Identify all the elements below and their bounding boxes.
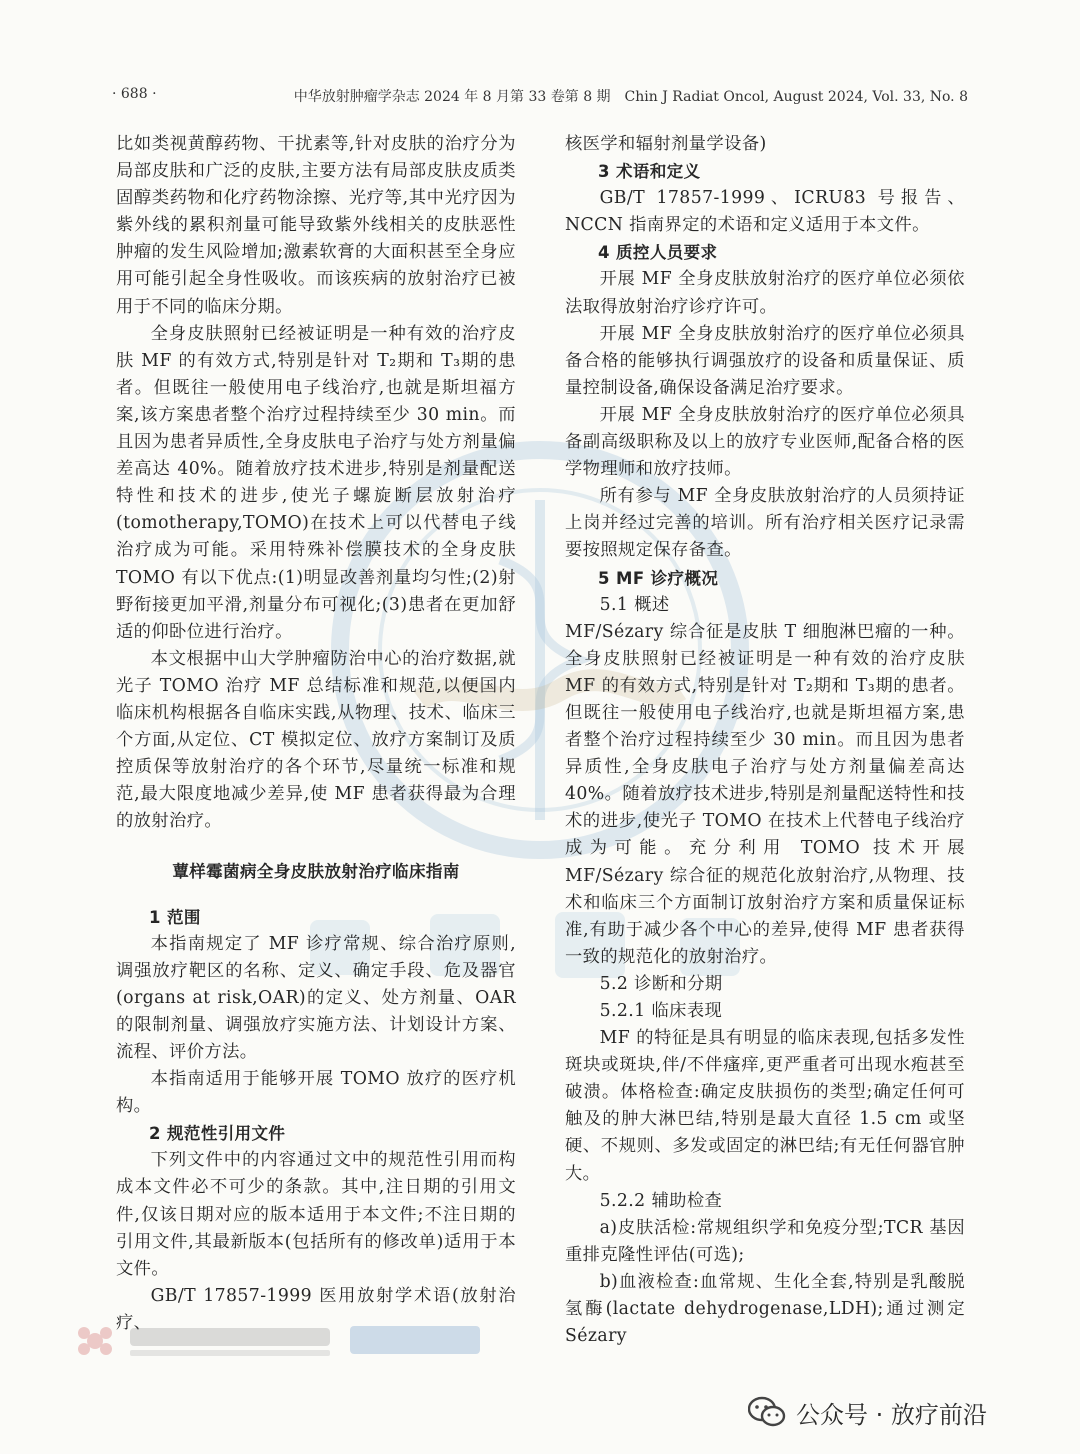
paragraph: 开展 MF 全身皮肤放射治疗的医疗单位必须具备合格的能够执行调强放疗的设备和质量保证、质量控制设备,确保设备满足治疗要求。 [565, 323, 965, 398]
wechat-account-label: 公众号 · 放疗前沿 [796, 1400, 987, 1429]
paragraph: 本指南适用于能够开展 TOMO 放疗的医疗机构。 [116, 1069, 516, 1117]
left-column [116, 131, 516, 1337]
section-heading: 1 范围 [149, 907, 201, 927]
running-header [112, 86, 968, 110]
section-heading: 3 术语和定义 [598, 162, 701, 182]
wechat-icon [748, 1396, 786, 1428]
paragraph: GB/T 17857-1999、ICRU83 号报告、NCCN 指南界定的术语和定义适用于本文件。 [565, 188, 965, 236]
paragraph: 本指南规定了 MF 诊疗常规、综合治疗原则,调强放疗靶区的名称、定义、确定手段、危及器官(organs at risk,OAR)的定义、处方剂量、OAR 的限制剂量、调强放疗实施方法、计划设计方案、流程、评价方法。 [116, 933, 516, 1062]
section-heading: 4 质控人员要求 [598, 243, 718, 263]
paragraph: MF 的特征是具有明显的临床表现,包括多发性斑块或斑块,伴/不伴瘙痒,更严重者可出现水疱甚至破溃。体格检查:确定皮肤损伤的类型;确定任何可触及的肿大淋巴结,特别是最大直径 1.5 cm 或坚硬、不规则、多发或固定的淋巴结;有无任何器官肿大。 [565, 1028, 965, 1184]
journal-citation: 中华放射肿瘤学杂志 2024 年 8 月第 33 卷第 8 期 Chin J Radiat Oncol, August 2024, Vol. 33, No. 8 [293, 89, 968, 105]
wechat-attribution [748, 1392, 987, 1432]
subsection-heading: 5.2.2 辅助检查 [599, 1190, 723, 1211]
paragraph: 下列文件中的内容通过文中的规范性引用而构成本文件必不可少的条款。其中,注日期的引用文件,仅该日期对应的版本适用于本文件;不注日期的引用文件,其最新版本(包括所有的修改单)适用于本文件。 [116, 1150, 516, 1279]
paragraph: a)皮肤活检:常规组织学和免疫分型;TCR 基因重排克隆性评估(可选); [565, 1217, 965, 1265]
paragraph: 所有参与 MF 全身皮肤放射治疗的人员须持证上岗并经过完善的培训。所有治疗相关医疗记录需要按照规定保存备查。 [565, 486, 965, 561]
paragraph: 开展 MF 全身皮肤放射治疗的医疗单位必须依法取得放射治疗诊疗许可。 [565, 269, 965, 317]
section-heading: 2 规范性引用文件 [149, 1124, 286, 1144]
subsection-heading: 5.2.1 临床表现 [599, 1001, 723, 1021]
paragraph: 比如类视黄醇药物、干扰素等,针对皮肤的治疗分为局部皮肤和广泛的皮肤,主要方法有局部皮肤皮质类固醇类药物和化疗药物涂擦、光疗等,其中光疗因为紫外线的累积剂量可能导致紫外线相关的皮肤恶性肿瘤的发生风险增加;激素软膏的大面积甚至全身应用可能引起全身性吸收。而该疾病的放射治疗已被用于不同的临床分期。 [116, 134, 516, 317]
paragraph: 全身皮肤照射已经被证明是一种有效的治疗皮肤 MF 的有效方式,特别是针对 T₂期和 T₃期的患者。但既往一般使用电子线治疗,也就是斯坦福方案,该方案患者整个治疗过程持续至少 30 min。而且因为患者异质性,全身皮肤电子治疗与处方剂量偏差高达 40%。随着放疗技术进步,特别是剂量配送特性和技术的进步,使光子螺旋断层放射治疗(tomotherapy,TOMO)在技术上可以代替电子线治疗成为可能。采用特殊补偿膜技术的全身皮肤 TOMO 有以下优点:(1)明显改善剂量均匀性;(2)射野衔接更加平滑,剂量分布可视化;(3)患者在更加舒适的仰卧位进行治疗。 [116, 323, 516, 642]
right-column [565, 131, 965, 1350]
page-number: · 688 · [112, 86, 157, 102]
subsection-heading: 5.1 概述 [599, 594, 670, 615]
paragraph: 本文根据中山大学肿瘤防治中心的治疗数据,就光子 TOMO 治疗 MF 总结标准和规范,以便国内临床机构根据各自临床实践,从物理、技术、临床三个方面,从定位、CT 模拟定位、放疗方案制订及质控质保等放射治疗的各个环节,尽量统一标准和规范,最大限度地减少差异,使 MF 患者获得最为合理的放射治疗。 [116, 648, 516, 832]
section-heading: 5 MF 诊疗概况 [598, 568, 719, 588]
guideline-title: 蕈样霉菌病全身皮肤放射治疗临床指南 [172, 862, 460, 882]
paragraph: GB/T 17857-1999 医用放射学术语(放射治疗、 [116, 1285, 516, 1333]
publisher-logo [70, 1316, 490, 1366]
subsection-heading: 5.2 诊断和分期 [599, 973, 723, 994]
paragraph: MF/Sézary 综合征是皮肤 T 细胞淋巴瘤的一种。全身皮肤照射已经被证明是一种有效的治疗皮肤 MF 的有效方式,特别是针对 T₂期和 T₃期的患者。但既往一般使用电子线治疗,也就是斯坦福方案,患者整个治疗过程持续至少 30 min。而且因为患者异质性,全身皮肤电子治疗与处方剂量偏差高达 40%。随着放疗技术进步,特别是剂量配送特性和技术的进步,使光子 TOMO 在技术上代替电子线治疗成为可能。充分利用 TOMO 技术开展 MF/Sézary 综合征的规范化放射治疗,从物理、技术和临床三个方面制订放射治疗方案和质量保证标准,有助于减少各个中心的差异,使得 MF 患者获得一致的规范化的放射治疗。 [565, 621, 965, 967]
paragraph: 核医学和辐射剂量学设备) [565, 134, 767, 154]
paragraph: b)血液检查:血常规、生化全套,特别是乳酸脱氢酶(lactate dehydrogenase,LDH);通过测定 Sézary [565, 1271, 965, 1347]
paragraph: 开展 MF 全身皮肤放射治疗的医疗单位必须具备副高级职称及以上的放疗专业医师,配备合格的医学物理师和放疗技师。 [565, 404, 965, 480]
